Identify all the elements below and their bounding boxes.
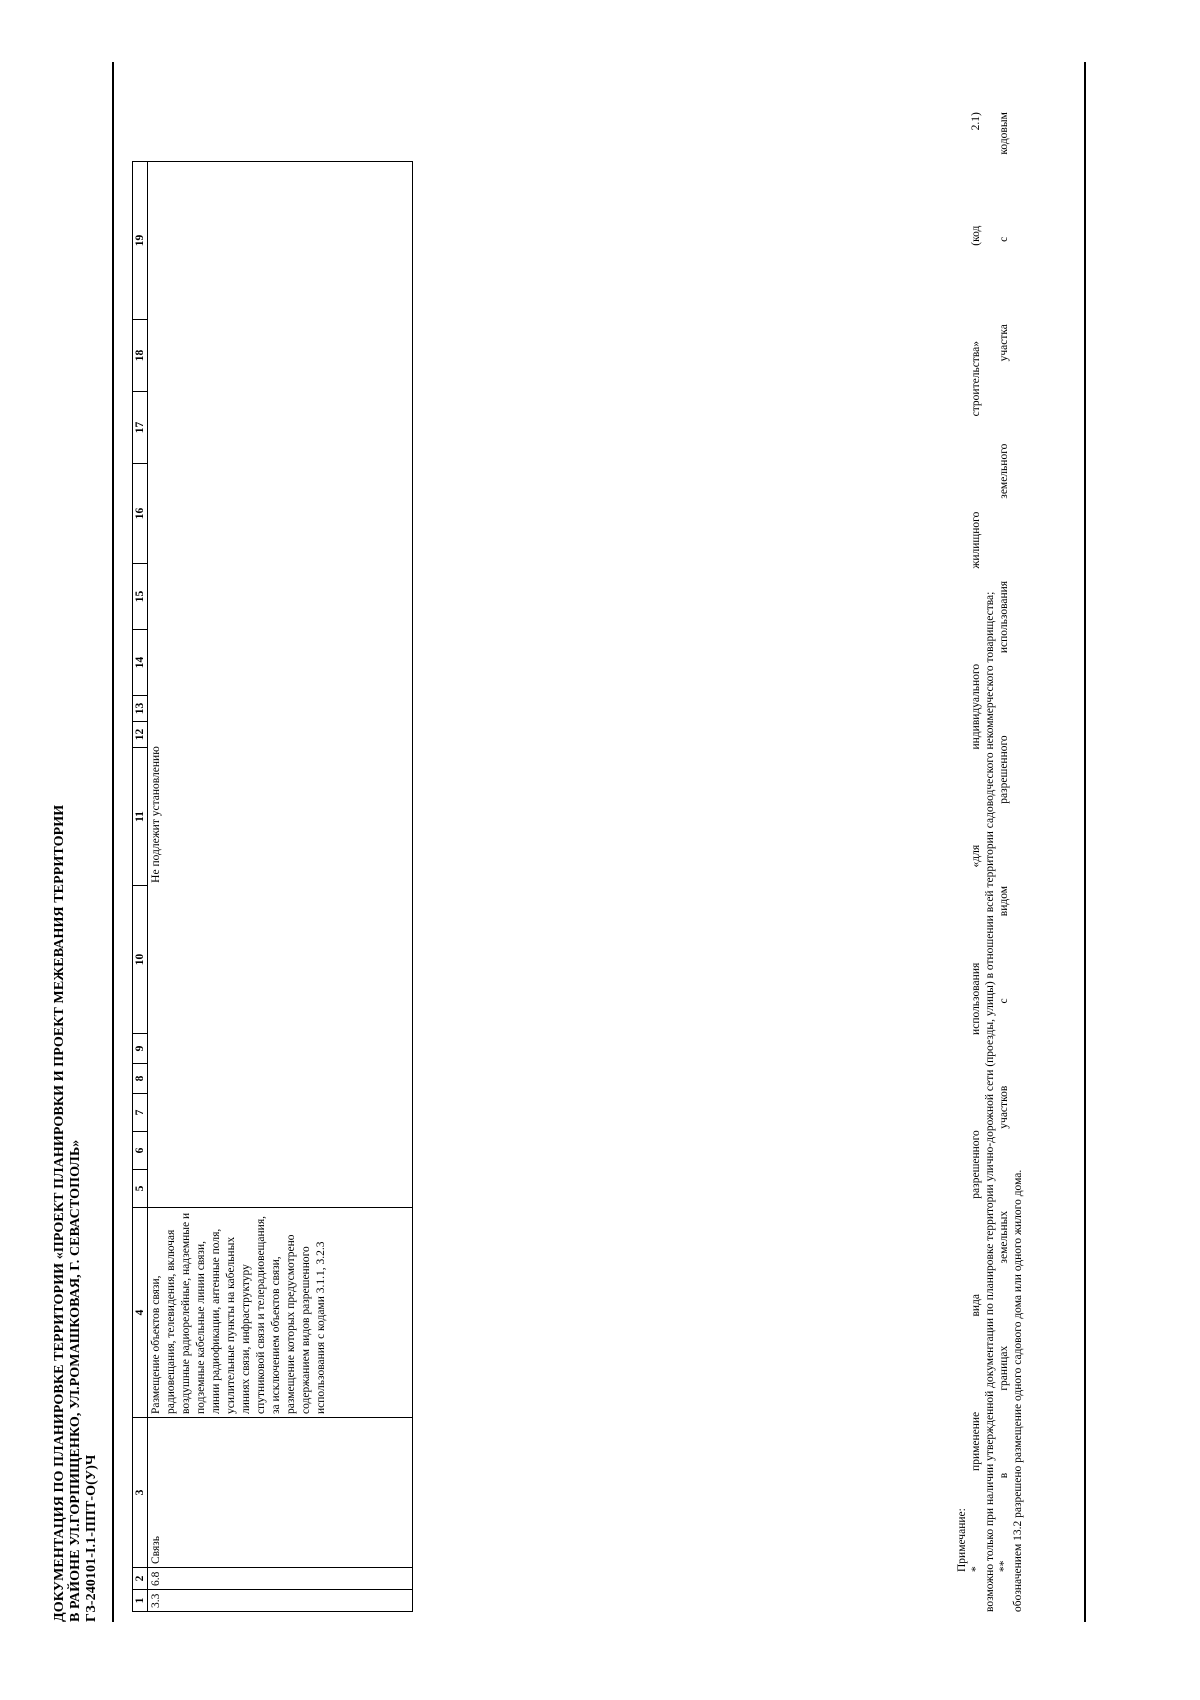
note-word: «для [970, 844, 982, 868]
note-word: разрешенного [998, 735, 1010, 804]
footer-divider [1084, 62, 1086, 1622]
note-word: с [998, 236, 1010, 242]
header-line-1: ДОКУМЕНТАЦИЯ ПО ПЛАНИРОВКЕ ТЕРРИТОРИИ «ПРОЕКТ ПЛАНИРОВКИ И ПРОЕКТ МЕЖЕВАНИЯ ТЕРРИТОРИИ [52, 804, 67, 1622]
column-number: 18 [133, 320, 148, 392]
note-word: кодовым [998, 112, 1010, 155]
column-number: 5 [133, 1170, 148, 1208]
column-number: 12 [133, 722, 148, 748]
cell-zone-code: 3.3 [148, 1590, 413, 1612]
cell-not-applicable [148, 162, 413, 1208]
column-number: 4 [133, 1208, 148, 1418]
note-word: границах [998, 1345, 1010, 1391]
table-header-row [133, 162, 148, 1612]
note-word: ** [998, 1560, 1010, 1572]
column-number: 11 [133, 748, 148, 886]
note-word: вида [970, 1293, 982, 1317]
note-line-2: возможно только при наличии утвержденной документации по планировке территории улично-дорожной сети (проезды, улицы) в отношении всей территории садоводческого некоммерческого товарищества; [984, 591, 996, 1612]
zoning-table [132, 161, 413, 1612]
note-line-4: обозначением 13.2 разрешено размещение одного садового дома или одного жилого дома. [1012, 1169, 1024, 1612]
note-word: жилищного [970, 511, 982, 569]
column-number: 6 [133, 1132, 148, 1170]
column-number: 10 [133, 886, 148, 1034]
note-line-1 [969, 112, 983, 1612]
note-word: участков [998, 1085, 1010, 1129]
column-number: 8 [133, 1064, 148, 1094]
note-word: индивидуального [970, 663, 982, 750]
column-number: 1 [133, 1590, 148, 1612]
note-word: видом [998, 885, 1010, 917]
column-number: 3 [133, 1418, 148, 1568]
column-number: 7 [133, 1094, 148, 1132]
document-header [52, 522, 100, 1622]
header-divider [112, 62, 114, 1622]
note-line-3 [997, 112, 1011, 1612]
note-word: применение [970, 1411, 982, 1471]
note-word: использования [998, 580, 1010, 654]
column-number: 13 [133, 696, 148, 722]
note-word: с [998, 998, 1010, 1004]
column-number: 15 [133, 564, 148, 630]
note-word: использования [970, 962, 982, 1035]
note-word: земельных [998, 1210, 1010, 1264]
not-applicable-text: Не подлежит установлению [150, 746, 162, 883]
cell-use-name: Связь [148, 1418, 413, 1568]
cell-use-code: 6.8 [148, 1568, 413, 1590]
table-row [148, 162, 413, 1612]
note-word: участка [998, 324, 1010, 362]
note-word: * [970, 1566, 982, 1572]
notes-title: Примечание: [956, 1508, 968, 1572]
note-word: разрешенного [970, 1130, 982, 1199]
note-word: строительства» [970, 341, 982, 417]
header-line-2: В РАЙОНЕ УЛ.ГОРПИЩЕНКО, УЛ.РОМАШКОВАЯ, Г. СЕВАСТОПОЛЬ» [68, 1139, 83, 1622]
column-number: 16 [133, 464, 148, 564]
column-number: 14 [133, 630, 148, 696]
notes-block [955, 112, 1025, 1612]
column-number: 17 [133, 392, 148, 464]
note-word: земельного [998, 443, 1010, 499]
column-number: 9 [133, 1034, 148, 1064]
note-word: 2.1) [970, 112, 982, 131]
note-word: в [998, 1472, 1010, 1479]
column-number: 19 [133, 162, 148, 320]
cell-use-description: Размещение объектов связи, радиовещания, телевидения, включая воздушные радиорелейные, надземные и подземные кабельные линии связи, линии радиофикации, антенные поля, усилительные пункты на кабельных линиях связи, инфраструктуру спутниковой связи и телерадиовещания, за исключением объектов связи, размещение которых предусмотрено содержанием видов разрешенного использования с кодами 3.1.1, 3.2.3 [148, 1208, 413, 1418]
note-word: (код [970, 225, 982, 246]
header-line-3: ГЗ-240101-I.1-ППТ-О(У)Ч [84, 1454, 99, 1622]
column-number: 2 [133, 1568, 148, 1590]
